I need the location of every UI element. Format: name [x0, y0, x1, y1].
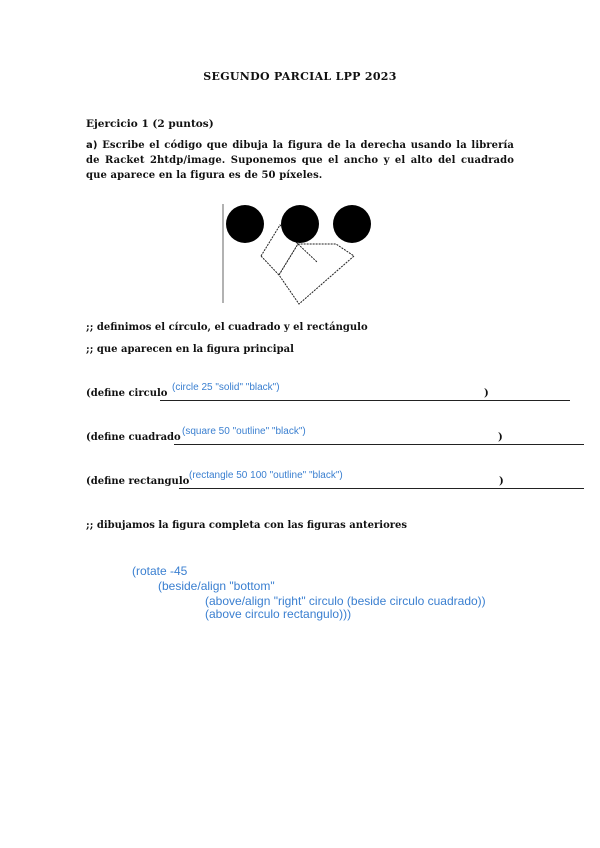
code-line-3: (above/align "right" circulo (beside circulo cuadrado))	[205, 594, 486, 608]
answer-cuadrado: (square 50 "outline" "black")	[182, 426, 306, 437]
define-circulo-close: )	[484, 388, 489, 399]
code-line-4: (above circulo rectangulo)))	[205, 607, 352, 621]
figure-circle-middle	[281, 205, 319, 243]
define-circulo-label: (define circulo	[86, 388, 168, 399]
figure-circle-right	[333, 205, 371, 243]
define-cuadrado-close: )	[498, 432, 503, 443]
comment-definitions: ;; definimos el círculo, el cuadrado y el rectángulo	[86, 322, 368, 333]
comment-main-figure: ;; que aparecen en la figura principal	[86, 344, 294, 355]
part-label: a)	[86, 140, 98, 151]
answer-rectangulo: (rectangle 50 100 "outline" "black")	[189, 470, 343, 481]
define-cuadrado-label: (define cuadrado	[86, 432, 181, 443]
code-line-1: (rotate -45	[132, 564, 188, 578]
figure-circle-left	[226, 205, 264, 243]
comment-draw-figure: ;; dibujamos la figura completa con las figuras anteriores	[86, 520, 407, 531]
page-title: SEGUNDO PARCIAL LPP 2023	[203, 70, 397, 83]
statement-text: Escribe el código que dibuja la figura de la derecha usando la librería de Racket 2htdp/image. Suponemos que el ancho y el alto del cuadrado que aparece en la figura es de 50 píxeles.	[86, 140, 514, 181]
define-rectangulo-close: )	[499, 476, 504, 487]
exercise-heading: Ejercicio 1 (2 puntos)	[86, 118, 214, 130]
code-line-2: (beside/align "bottom"	[158, 579, 275, 593]
answer-circulo: (circle 25 "solid" "black")	[172, 382, 280, 393]
define-rectangulo-label: (define rectangulo	[86, 476, 190, 487]
racket-figure	[216, 200, 380, 308]
exercise-statement	[86, 138, 514, 183]
